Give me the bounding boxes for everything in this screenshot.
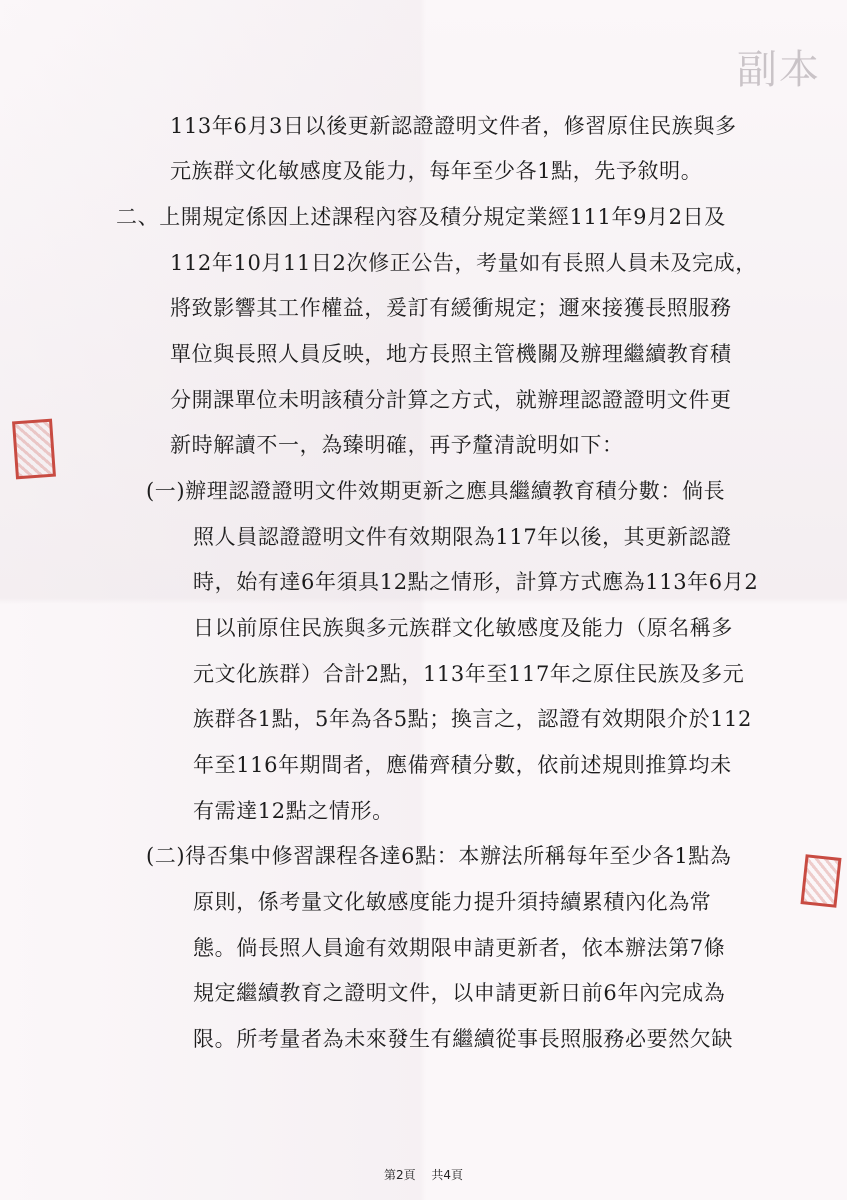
body-line: 時，始有達6年須具12點之情形，計算方式應為113年6月2 [193, 570, 759, 594]
page-footer [0, 1166, 847, 1183]
red-seal-left [12, 419, 56, 480]
body-line: 新時解讀不一，為臻明確，再予釐清說明如下： [170, 433, 624, 457]
body-line: 分開課單位未明該積分計算之方式，就辦理認證證明文件更 [170, 388, 732, 412]
subsection-heading-line: (一)辦理認證證明文件效期更新之應具繼續教育積分數：倘長 [146, 479, 726, 503]
copy-stamp: 副本 [737, 47, 821, 93]
section-heading-line: 二、上開規定係因上述課程內容及積分規定業經111年9月2日及 [116, 205, 726, 229]
body-line: 規定繼續教育之證明文件，以申請更新日前6年內完成為 [193, 981, 726, 1005]
body-line: 態。倘長照人員逾有效期限申請更新者，依本辦法第7條 [193, 936, 726, 960]
body-line: 原則，係考量文化敏感度能力提升須持續累積內化為常 [193, 890, 712, 914]
body-line: 年至116年期間者，應備齊積分數，依前述規則推算均未 [193, 753, 732, 777]
page-total: 共4頁 [431, 1168, 464, 1182]
body-line: 日以前原住民族與多元族群文化敏感度及能力（原名稱多 [193, 616, 733, 640]
body-line: 將致影響其工作權益，爰訂有緩衝規定；邇來接獲長照服務 [170, 296, 732, 320]
body-line: 112年10月11日2次修正公告，考量如有長照人員未及完成， [170, 251, 757, 275]
body-line: 元族群文化敏感度及能力，每年至少各1點，先予敘明。 [170, 159, 703, 183]
body-line: 有需達12點之情形。 [193, 799, 394, 823]
page-number: 第2頁 [383, 1168, 416, 1182]
body-line: 族群各1點，5年為各5點；換言之，認證有效期限介於112 [193, 707, 752, 731]
body-line: 照人員認證證明文件有效期限為117年以後，其更新認證 [193, 525, 732, 549]
body-line: 113年6月3日以後更新認證證明文件者，修習原住民族與多 [170, 114, 737, 138]
body-line: 元文化族群）合計2點，113年至117年之原住民族及多元 [193, 662, 745, 686]
subsection-heading-line: (二)得否集中修習課程各達6點：本辦法所稱每年至少各1點為 [146, 844, 732, 868]
body-line: 單位與長照人員反映，地方長照主管機關及辦理繼續教育積 [170, 342, 732, 366]
body-line: 限。所考量者為未來發生有繼續從事長照服務必要然欠缺 [193, 1027, 733, 1051]
red-seal-right [800, 854, 841, 907]
